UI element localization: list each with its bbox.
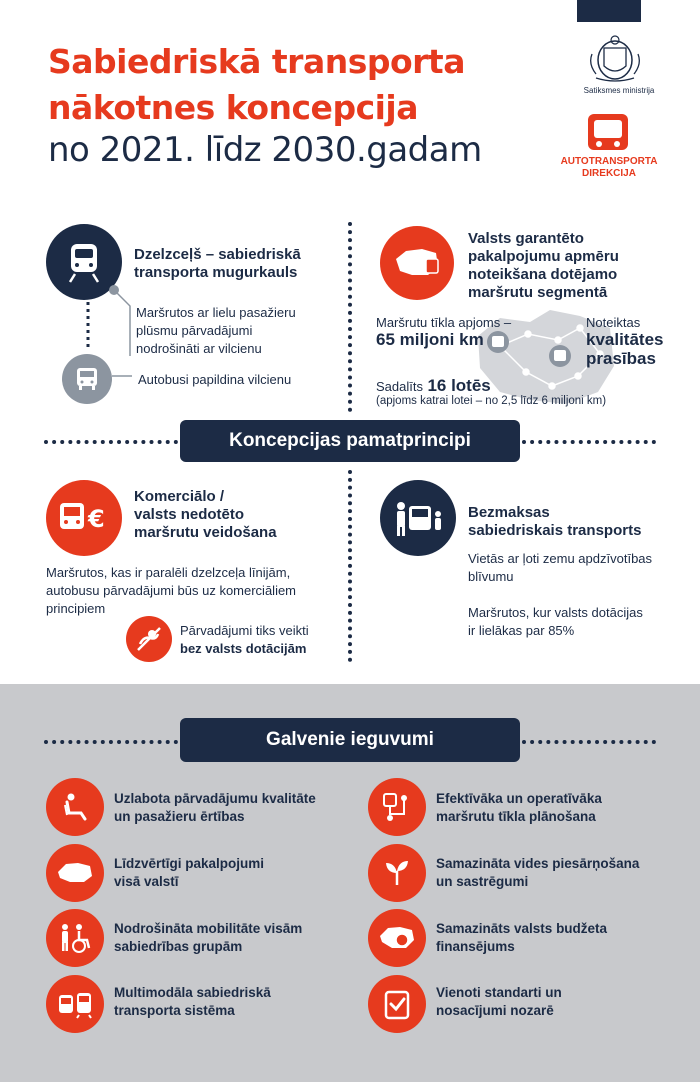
route-icon	[368, 778, 426, 836]
latvia-bus-icon	[380, 226, 454, 300]
budget-map-icon	[368, 909, 426, 967]
multimodal-icon	[46, 975, 104, 1033]
benefit-item-7-line1: Multimodāla sabiedriskā	[114, 985, 271, 1000]
commercial-body-line3: principiem	[46, 601, 106, 616]
ministry-crest-icon	[586, 34, 644, 82]
quality-value-line2: prasības	[586, 349, 656, 368]
benefit-item-8-line1: Vienoti standarti un	[436, 985, 562, 1000]
commercial-body-line1: Maršrutos, kas ir paralēli dzelzceļa līnijām,	[46, 565, 291, 580]
divider-right-principles	[522, 440, 656, 444]
rail-heading-line2: transporta mugurkauls	[134, 264, 298, 281]
commercial-note-line2: bez valsts dotācijām	[180, 641, 307, 656]
lots-line	[376, 376, 491, 396]
principles-banner: Koncepcijas pamatprincipi	[180, 420, 520, 462]
benefit-item-1-line2: un pasažieru ērtības	[114, 809, 245, 824]
benefits-banner: Galvenie ieguvumi	[180, 718, 520, 762]
commercial-body	[46, 564, 296, 618]
commercial-body-line2: autobusu pārvadājumi būs uz komerciāliem	[46, 583, 297, 598]
benefit-item-2-line2: maršrutu tīkla plānošana	[436, 809, 596, 824]
state-heading-line4: maršrutu segmentā	[468, 284, 608, 301]
state-heading-line3: noteikšana dotējamo	[468, 266, 618, 283]
commercial-heading	[134, 488, 277, 542]
benefit-item-6-line2: finansējums	[436, 939, 515, 954]
network-value: 65 miljoni km	[376, 330, 484, 349]
bus-note: Autobusi papildina vilcienu	[138, 372, 292, 387]
quality-label: Noteiktas	[586, 315, 641, 330]
seat-icon	[46, 778, 104, 836]
atd-logo-icon	[588, 114, 628, 150]
benefit-item-5-line1: Nodrošināta mobilitāte visām	[114, 921, 303, 936]
free-body-2	[468, 604, 643, 640]
atd-label-line2: DIREKCIJA	[582, 168, 636, 179]
benefit-item-3-line2: visā valstī	[114, 874, 179, 889]
page-subtitle: no 2021. līdz 2030.gadam	[48, 130, 482, 170]
checklist-icon	[368, 975, 426, 1033]
quality-value-line1: kvalitātes	[586, 330, 664, 349]
divider-right-benefits	[522, 740, 656, 744]
benefit-item-2	[436, 790, 602, 826]
svg-text:€: €	[88, 505, 105, 533]
atd-label-line1: AUTOTRANSPORTA	[560, 156, 658, 167]
benefit-item-2-line1: Efektīvāka un operatīvāka	[436, 791, 602, 806]
lots-value: 16 lotēs	[427, 376, 491, 395]
benefit-item-4	[436, 855, 639, 891]
accessibility-icon	[46, 909, 104, 967]
commercial-heading-line2: valsts nedotēto	[134, 506, 245, 523]
network-label: Maršrutu tīkla apjoms –	[376, 315, 512, 330]
free-transport-people-icon	[380, 480, 456, 556]
ministry-label: Satiksmes ministrija	[583, 86, 655, 95]
free-heading	[468, 504, 641, 540]
atd-label	[560, 156, 658, 180]
quality-value	[586, 330, 664, 368]
state-heading-line2: pakalpojumu apmēru	[468, 248, 619, 265]
benefit-item-5	[114, 920, 302, 956]
state-heading	[468, 230, 619, 302]
divider-vertical-upper	[348, 222, 352, 412]
top-navy-bar	[577, 0, 641, 22]
benefit-item-6-line1: Samazināts valsts budžeta	[436, 921, 608, 936]
rail-note-line3: nodrošināti ar vilcienu	[136, 341, 262, 356]
commercial-note-line1: Pārvadājumi tiks veikti	[180, 623, 309, 638]
free-body-2-line1: Maršrutos, kur valsts dotācijas	[468, 605, 643, 620]
free-heading-line2: sabiedriskais transports	[468, 522, 642, 539]
bus-euro-icon	[46, 480, 122, 556]
divider-left-benefits	[44, 740, 178, 744]
commercial-note	[180, 622, 309, 658]
free-body-1-line2: blīvumu	[468, 569, 514, 584]
benefit-item-6	[436, 920, 607, 956]
lots-note: (apjoms katrai lotei – no 2,5 līdz 6 miljoni km)	[376, 395, 607, 407]
benefit-item-3-line1: Līdzvērtīgi pakalpojumi	[114, 856, 265, 871]
benefit-item-7-line2: transporta sistēma	[114, 1003, 235, 1018]
benefit-item-8	[436, 984, 562, 1020]
benefit-item-8-line2: nosacījumi nozarē	[436, 1003, 554, 1018]
map-icon	[46, 844, 104, 902]
benefit-item-4-line2: un sastrēgumi	[436, 874, 529, 889]
divider-vertical-lower	[348, 470, 352, 662]
rail-note-line1: Maršrutos ar lielu pasažieru	[136, 305, 296, 320]
free-body-1	[468, 550, 652, 586]
free-heading-line1: Bezmaksas	[468, 504, 550, 521]
benefit-item-1-line1: Uzlabota pārvadājumu kvalitāte	[114, 791, 316, 806]
free-body-2-line2: ir lielākas par 85%	[468, 623, 575, 638]
no-subsidy-icon	[126, 616, 172, 662]
plant-icon	[368, 844, 426, 902]
benefit-item-4-line1: Samazināta vides piesārņošana	[436, 856, 640, 871]
rail-heading-line1: Dzelzceļš – sabiedriskā	[134, 246, 301, 263]
lots-label: Sadalīts	[376, 379, 423, 394]
commercial-heading-line1: Komerciālo /	[134, 488, 225, 505]
rail-note-line2: plūsmu pārvadājumi	[136, 323, 253, 338]
benefit-item-5-line2: sabiedrības grupām	[114, 939, 243, 954]
benefit-item-7	[114, 984, 271, 1020]
free-body-1-line1: Vietās ar ļoti zemu apdzīvotības	[468, 551, 653, 566]
page-title-line2: nākotnes koncepcija	[48, 88, 419, 127]
bus-icon	[62, 354, 112, 404]
state-heading-line1: Valsts garantēto	[468, 230, 584, 247]
benefit-item-3	[114, 855, 264, 891]
page-title-line1: Sabiedriskā transporta	[48, 42, 465, 81]
rail-note	[136, 304, 296, 358]
divider-left-principles	[44, 440, 178, 444]
rail-heading	[134, 246, 301, 282]
benefit-item-1	[114, 790, 316, 826]
commercial-heading-line3: maršrutu veidošana	[134, 524, 277, 541]
